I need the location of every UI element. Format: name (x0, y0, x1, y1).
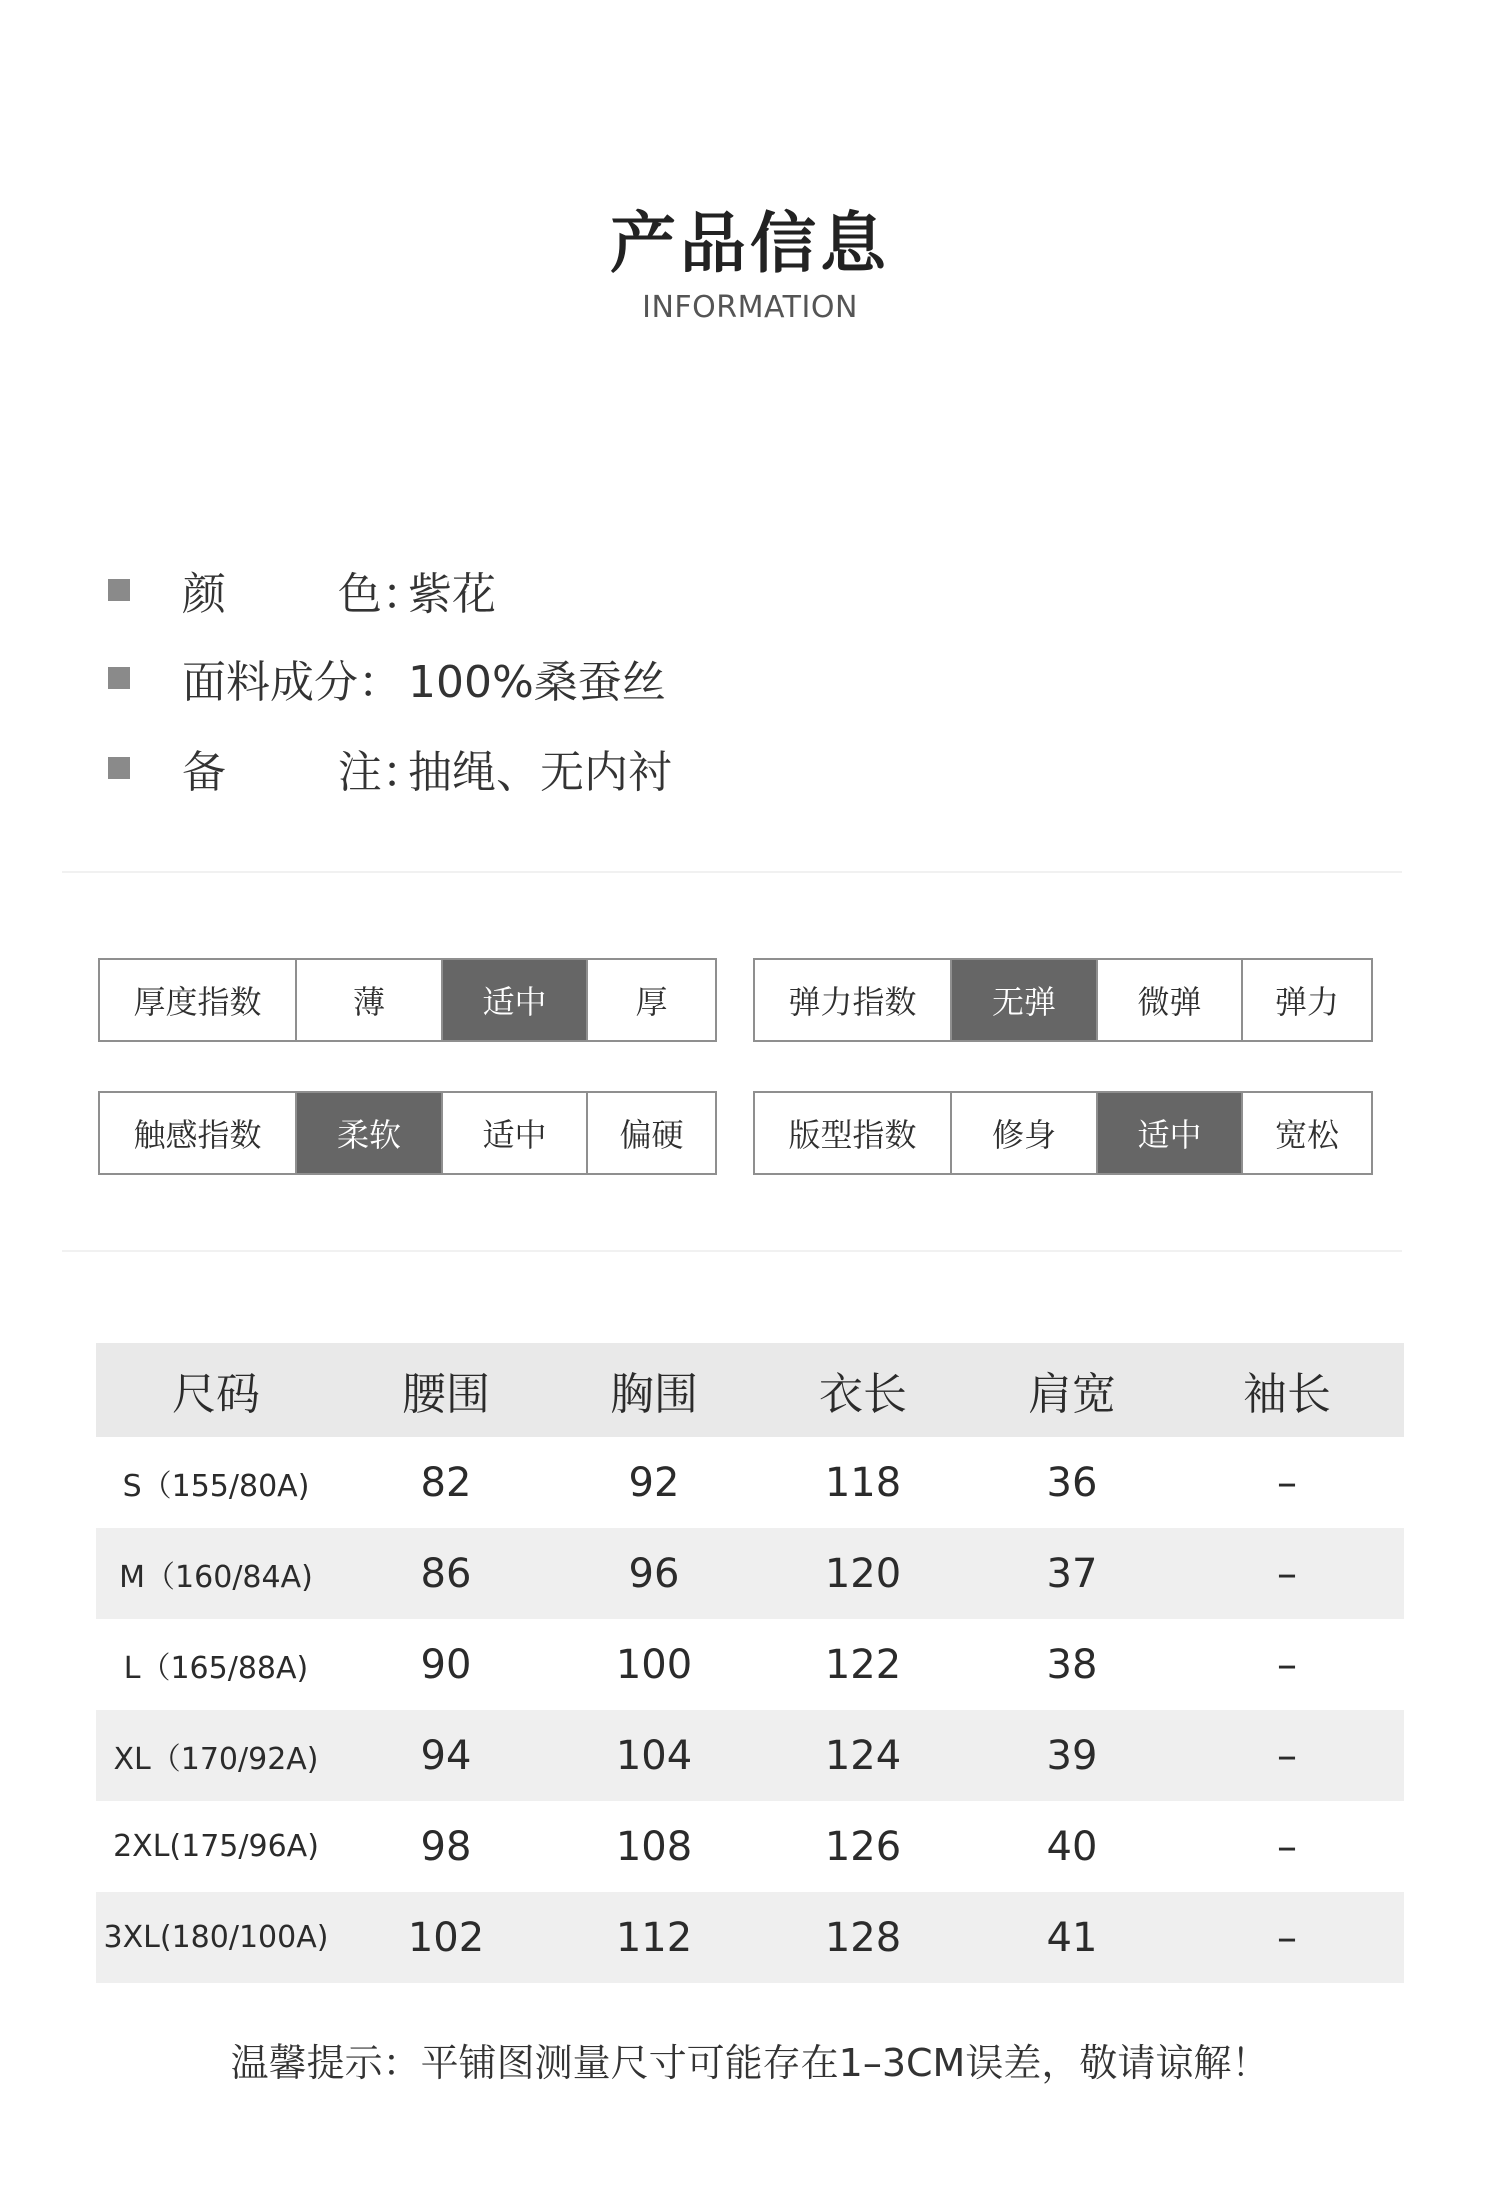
table-cell: 40 (1046, 1823, 1098, 1870)
table-cell: 94 (420, 1732, 472, 1779)
info-row-fabric (108, 648, 666, 708)
table-cell: 98 (420, 1823, 472, 1870)
table-cell: 104 (615, 1732, 693, 1779)
fit-index (753, 1091, 1373, 1175)
table-cell: – (1277, 1459, 1297, 1506)
index-option: 修身 (950, 1093, 1096, 1173)
table-cell: 37 (1046, 1550, 1098, 1597)
table-row (96, 1892, 1404, 1983)
measurement-tip: 温馨提示：平铺图测量尺寸可能存在1–3CM误差，敬请谅解！ (230, 2041, 1270, 2085)
info-row-note (108, 738, 672, 798)
index-option: 适中 (441, 1093, 586, 1173)
table-cell: 100 (615, 1641, 693, 1688)
info-label: 备 注： (182, 747, 426, 798)
table-header-cell: 肩宽 (1028, 1369, 1116, 1420)
square-bullet-icon (108, 579, 130, 601)
page-title: 产品信息 (610, 205, 890, 282)
index-option: 厚 (586, 960, 715, 1040)
thickness-index (98, 958, 717, 1042)
table-row (96, 1619, 1404, 1710)
table-cell: – (1277, 1823, 1297, 1870)
index-option: 无弹 (950, 960, 1096, 1040)
table-cell: 126 (824, 1823, 902, 1870)
table-cell: – (1277, 1641, 1297, 1688)
info-label: 面料成分： (182, 657, 402, 708)
index-option: 适中 (1096, 1093, 1241, 1173)
index-option: 柔软 (295, 1093, 441, 1173)
table-cell: 90 (420, 1641, 472, 1688)
table-cell: 86 (420, 1550, 472, 1597)
touch-index (98, 1091, 717, 1175)
table-cell: 2XL(175/96A) (113, 1829, 319, 1864)
square-bullet-icon (108, 667, 130, 689)
table-header-cell: 腰围 (402, 1369, 490, 1420)
table-cell: 112 (615, 1914, 693, 1961)
table-cell: 36 (1046, 1459, 1098, 1506)
divider (62, 1250, 1402, 1252)
elasticity-index (753, 958, 1373, 1042)
table-row (96, 1528, 1404, 1619)
index-label: 版型指数 (788, 1116, 917, 1154)
table-row (96, 1437, 1404, 1528)
table-cell: 92 (628, 1459, 680, 1506)
table-header-cell: 尺码 (172, 1369, 260, 1420)
info-value: 100%桑蚕丝 (408, 657, 666, 708)
table-cell: L（165/88A) (123, 1650, 309, 1686)
table-cell: 122 (824, 1641, 902, 1688)
table-cell: 41 (1046, 1914, 1098, 1961)
table-cell: 39 (1046, 1732, 1098, 1779)
size-table (96, 1343, 1404, 1983)
table-cell: 108 (615, 1823, 693, 1870)
index-option: 宽松 (1241, 1093, 1371, 1173)
page-subtitle: INFORMATION (642, 290, 858, 325)
index-option: 微弹 (1096, 960, 1241, 1040)
index-label: 厚度指数 (133, 983, 262, 1021)
table-cell: 82 (420, 1459, 472, 1506)
table-cell: – (1277, 1550, 1297, 1597)
table-header-cell: 胸围 (610, 1369, 698, 1420)
index-label: 触感指数 (133, 1116, 262, 1154)
info-value: 抽绳、无内衬 (408, 747, 672, 798)
info-label: 颜 色： (182, 569, 426, 620)
table-cell: 128 (824, 1914, 902, 1961)
table-cell: XL（170/92A) (113, 1741, 319, 1777)
table-cell: 38 (1046, 1641, 1098, 1688)
table-header-cell: 衣长 (819, 1369, 907, 1420)
table-cell: – (1277, 1914, 1297, 1961)
index-option: 薄 (295, 960, 441, 1040)
square-bullet-icon (108, 757, 130, 779)
table-cell: 120 (824, 1550, 902, 1597)
table-cell: 96 (628, 1550, 680, 1597)
table-header-row (96, 1343, 1404, 1437)
info-value: 紫花 (408, 569, 496, 620)
table-cell: 102 (407, 1914, 485, 1961)
table-header-cell: 袖长 (1243, 1369, 1331, 1420)
index-option: 偏硬 (586, 1093, 715, 1173)
table-cell: 124 (824, 1732, 902, 1779)
table-cell: 118 (824, 1459, 902, 1506)
info-row-color (108, 560, 496, 620)
table-row (96, 1801, 1404, 1892)
index-option: 弹力 (1241, 960, 1371, 1040)
table-row (96, 1710, 1404, 1801)
table-cell: S（155/80A) (122, 1468, 310, 1504)
table-cell: – (1277, 1732, 1297, 1779)
index-label: 弹力指数 (788, 983, 917, 1021)
index-option: 适中 (441, 960, 586, 1040)
table-cell: M（160/84A) (119, 1559, 313, 1595)
table-cell: 3XL(180/100A) (103, 1920, 329, 1955)
divider (62, 871, 1402, 873)
